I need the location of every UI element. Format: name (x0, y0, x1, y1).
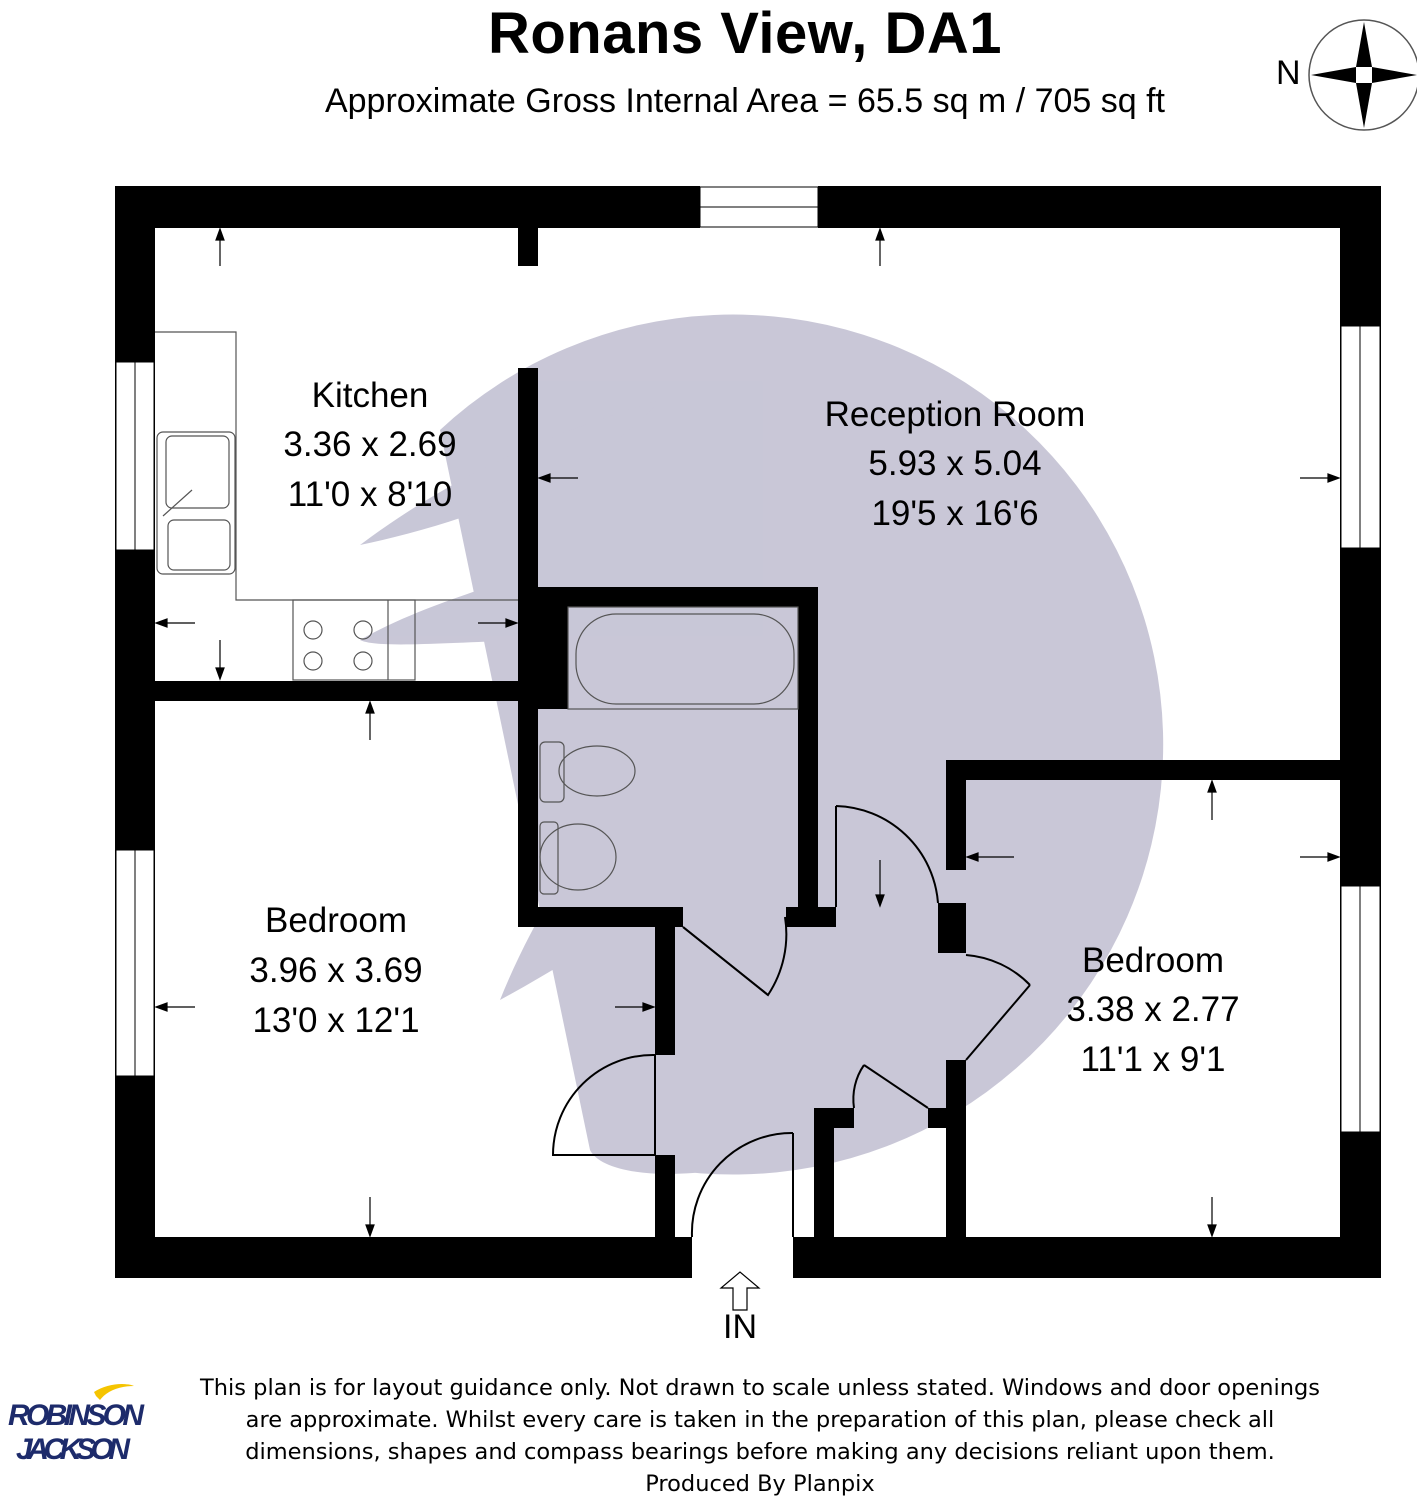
room-name: Bedroom (1081, 941, 1225, 980)
room-imperial: 13'0 x 12'1 (252, 1001, 420, 1040)
disclaimer (170, 1372, 1350, 1500)
room-name: Kitchen (311, 376, 429, 415)
room-metric: 3.36 x 2.69 (283, 425, 457, 464)
logo-swoosh-icon (94, 1384, 134, 1400)
logo-line-2: JACKSON (16, 1433, 130, 1466)
disclaimer-line: Produced By Planpix (645, 1471, 875, 1497)
room-name: Bedroom (264, 901, 408, 940)
entrance-label: IN (723, 1308, 757, 1346)
room-kitchen (283, 376, 456, 514)
room-imperial: 19'5 x 16'6 (871, 494, 1039, 533)
disclaimer-line: are approximate. Whilst every care is taken in the preparation of this plan, please check all (245, 1407, 1275, 1433)
watermark-logo (360, 315, 1163, 1175)
page-title: Ronans View, DA1 (487, 1, 1003, 66)
area-subtitle: Approximate Gross Internal Area = 65.5 sq m / 705 sq ft (324, 82, 1166, 120)
logo-line-1: ROBINSON (8, 1399, 144, 1432)
room-imperial: 11'1 x 9'1 (1080, 1040, 1226, 1079)
entrance-arrow-icon (721, 1272, 759, 1310)
room-metric: 5.93 x 5.04 (868, 444, 1042, 483)
robinson-jackson-logo (6, 1380, 151, 1470)
room-name: Reception Room (824, 395, 1086, 434)
disclaimer-line: This plan is for layout guidance only. Not drawn to scale unless stated. Windows and door openings (200, 1375, 1320, 1401)
compass-north-label: N (1276, 54, 1301, 92)
compass-rose-icon (1309, 20, 1417, 130)
room-bedroom-2 (1066, 941, 1239, 1079)
room-metric: 3.38 x 2.77 (1066, 990, 1240, 1029)
room-metric: 3.96 x 3.69 (249, 951, 423, 990)
disclaimer-line: dimensions, shapes and compass bearings before making any decisions reliant upon them. (245, 1439, 1275, 1465)
room-imperial: 11'0 x 8'10 (287, 475, 453, 514)
room-bedroom-1 (249, 901, 422, 1040)
